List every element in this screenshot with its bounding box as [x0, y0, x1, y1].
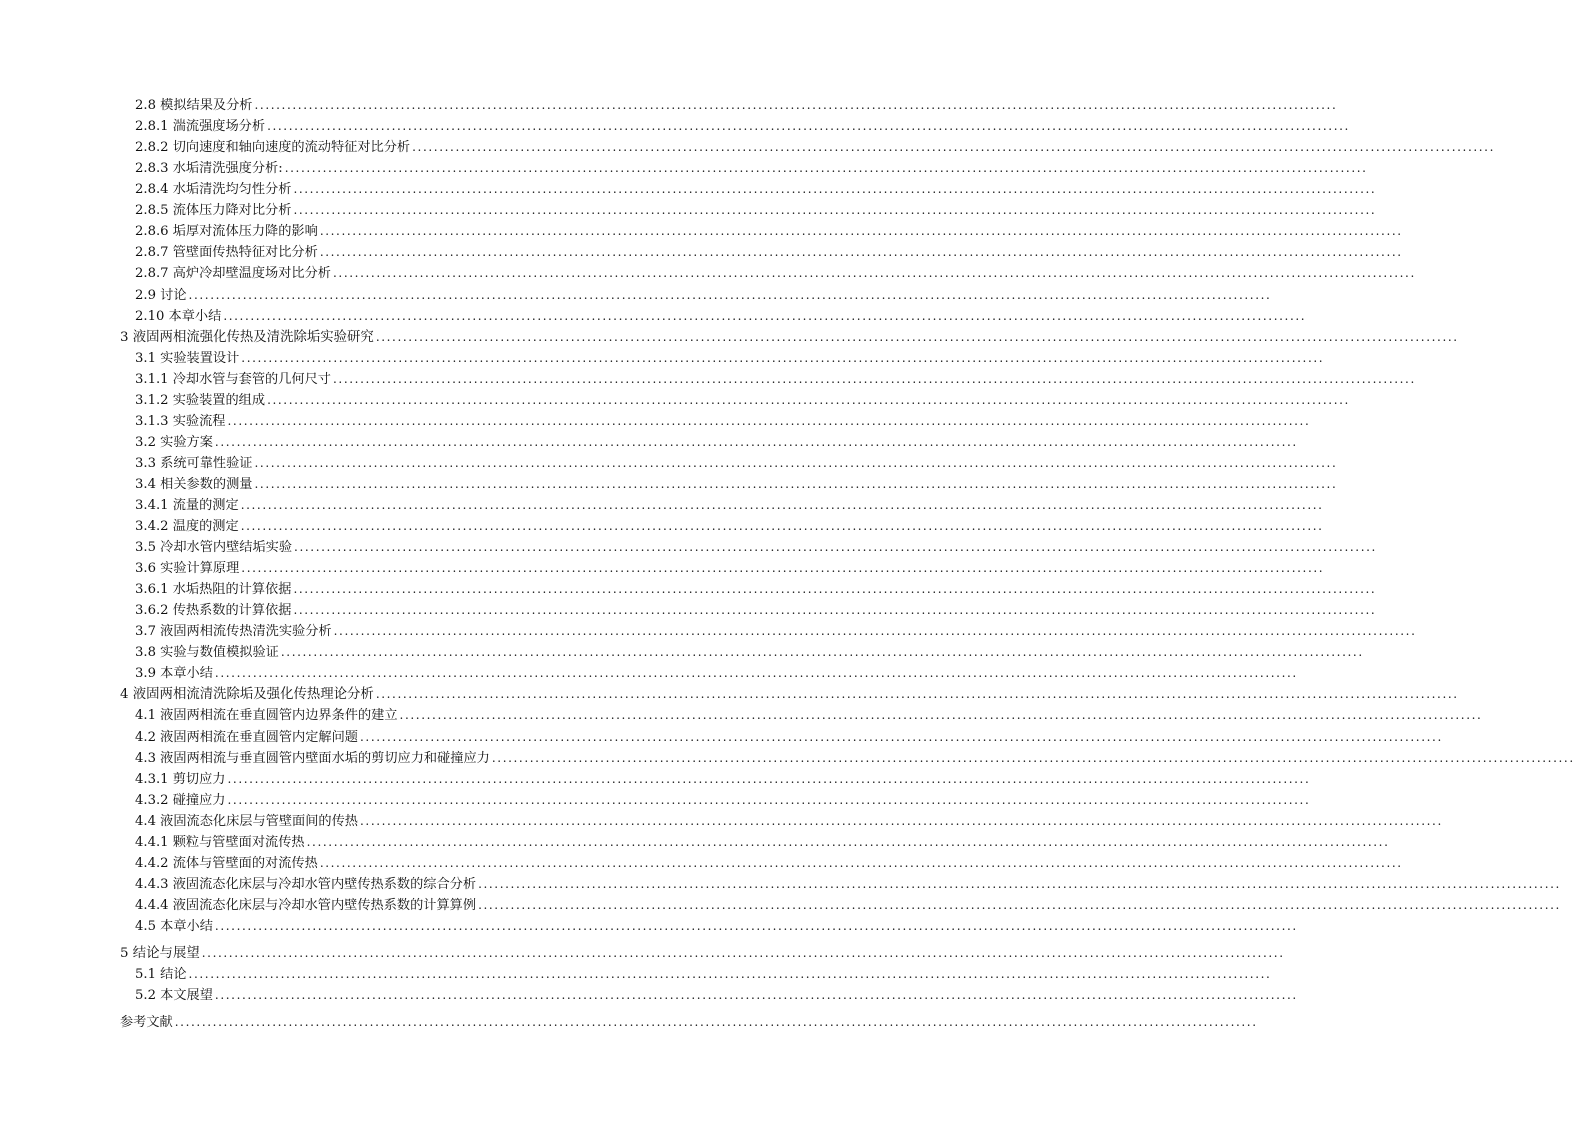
toc-entry	[135, 621, 1417, 642]
toc-dot-leader: ........................................................................................................................................................................................................	[399, 708, 1483, 723]
toc-entry-title: 2.8.3 水垢清洗强度分析:	[135, 161, 283, 177]
toc-entry	[135, 895, 1561, 916]
toc-entry	[135, 790, 1311, 811]
toc-dot-leader: ........................................................................................................................................................................................................	[240, 519, 1324, 533]
toc-entry-title: 3.1.1 冷却水管与套管的几何尺寸	[135, 371, 331, 387]
toc-entry-title: 3.6.1 水垢热阻的计算依据	[135, 582, 292, 598]
toc-dot-leader: ........................................................................................................................................................................................................	[227, 792, 1311, 807]
toc-entry-title: 2.8 模拟结果及分析	[135, 98, 253, 113]
toc-dot-leader: ........................................................................................................................................................................................................	[293, 182, 1377, 197]
toc-dot-leader: ........................................................................................................................................................................................................	[333, 266, 1416, 281]
toc-dot-leader: ........................................................................................................................................................................................................	[375, 329, 1459, 344]
toc-dot-leader: ........................................................................................................................................................................................................	[241, 561, 1325, 576]
toc-dot-leader: ........................................................................................................................................................................................................	[319, 855, 1403, 870]
toc-dot-leader: ........................................................................................................................................................................................................	[227, 413, 1311, 428]
toc-entry	[135, 263, 1416, 284]
toc-dot-leader: ........................................................................................................................................................................................................	[174, 1015, 1258, 1030]
toc-entry-title: 4.3 液固两相流与垂直圆管内壁面水垢的剪切应力和碰撞应力	[135, 750, 490, 766]
toc-dot-leader: ........................................................................................................................................................................................................	[280, 645, 1364, 660]
toc-entry	[135, 642, 1364, 663]
toc-entry-title: 4.2 液固两相流在垂直圆管内定解问题	[135, 729, 358, 745]
toc-entry	[135, 474, 1338, 495]
toc-entry-title: 4.5 本章小结	[135, 918, 213, 934]
toc-entry-title: 2.10 本章小结	[135, 308, 222, 324]
toc-dot-leader: ........................................................................................................................................................................................................	[293, 603, 1377, 618]
toc-entry-title: 2.8.6 垢厚对流体压力降的影响	[135, 224, 318, 240]
toc-entry	[135, 832, 1390, 853]
toc-dot-leader: ........................................................................................................................................................................................................	[267, 119, 1350, 134]
toc-entry	[120, 327, 1459, 348]
toc-dot-leader: ........................................................................................................................................................................................................	[333, 371, 1416, 386]
toc-dot-leader: ........................................................................................................................................................................................................	[359, 813, 1443, 828]
toc-entry-title: 5.2 本文展望	[135, 988, 213, 1004]
toc-dot-leader: ........................................................................................................................................................................................................	[254, 476, 1338, 491]
toc-entry	[135, 306, 1307, 327]
toc-entry-title: 4.4 液固流态化床层与管壁面间的传热	[135, 813, 358, 829]
toc-entry-title: 3.6.2 传热系数的计算依据	[135, 603, 292, 619]
toc-entry-title: 3.4.2 温度的测定	[135, 519, 239, 534]
toc-dot-leader: ........................................................................................................................................................................................................	[319, 224, 1403, 239]
toc-dot-leader: ........................................................................................................................................................................................................	[375, 687, 1459, 702]
toc-entry	[135, 179, 1377, 200]
toc-entry	[135, 453, 1338, 474]
toc-entry	[135, 116, 1350, 137]
toc-entry	[135, 285, 1272, 306]
toc-entry	[135, 537, 1377, 558]
toc-entry-title: 4.4.1 颗粒与管壁面对流传热	[135, 834, 305, 850]
toc-entry-title: 2.8.2 切向速度和轴向速度的流动特征对比分析	[135, 140, 411, 156]
toc-entry-title: 3.8 实验与数值模拟验证	[135, 645, 279, 661]
toc-entry-title: 4.4.2 流体与管壁面的对流传热	[135, 855, 318, 871]
toc-entry	[135, 579, 1377, 600]
toc-entry	[135, 348, 1325, 369]
toc-entry-title: 3.5 冷却水管内壁结垢实验	[135, 540, 293, 556]
toc-entry	[120, 1012, 1258, 1033]
toc-entry-title: 4 液固两相流清洗除垢及强化传热理论分析	[120, 687, 374, 703]
toc-dot-leader: ........................................................................................................................................................................................................	[293, 582, 1377, 597]
toc-entry-title: 2.8.5 流体压力降对比分析	[135, 203, 292, 219]
toc-dot-leader: ........................................................................................................................................................................................................	[188, 967, 1272, 981]
toc-entry-title: 4.4.3 液固流态化床层与冷却水管内壁传热系数的综合分析	[135, 876, 477, 892]
toc-entry	[135, 200, 1377, 221]
toc-entry-title: 2.8.7 管壁面传热特征对比分析	[135, 245, 318, 261]
toc-entry-title: 3.4.1 流量的测定	[135, 498, 239, 513]
toc-entry	[135, 516, 1324, 537]
toc-dot-leader: ........................................................................................................................................................................................................	[319, 245, 1403, 260]
toc-entry-title: 2.8.1 湍流强度场分析	[135, 119, 266, 135]
toc-entry	[135, 811, 1443, 832]
toc-entry-title: 3 液固两相流强化传热及清洗除垢实验研究	[120, 329, 374, 345]
toc-entry	[135, 985, 1298, 1006]
toc-entry	[135, 95, 1338, 116]
toc-entry	[135, 221, 1403, 242]
toc-dot-leader: ........................................................................................................................................................................................................	[227, 771, 1311, 786]
toc-entry	[135, 916, 1298, 937]
toc-entry-title: 3.1 实验装置设计	[135, 350, 240, 366]
toc-dot-leader: ........................................................................................................................................................................................................	[214, 918, 1298, 933]
toc-entry-title: 3.6 实验计算原理	[135, 561, 240, 577]
toc-dot-leader: ........................................................................................................................................................................................................	[240, 498, 1324, 512]
toc-dot-leader: ........................................................................................................................................................................................................	[284, 161, 1368, 176]
toc-dot-leader: ........................................................................................................................................................................................................	[267, 392, 1350, 407]
toc-dot-leader: ........................................................................................................................................................................................................	[214, 666, 1298, 681]
toc-dot-leader: ........................................................................................................................................................................................................	[201, 946, 1285, 960]
toc-dot-leader: ........................................................................................................................................................................................................	[412, 140, 1496, 155]
toc-dot-leader: ........................................................................................................................................................................................................	[294, 540, 1377, 555]
toc-entry	[135, 964, 1272, 985]
toc-entry-title: 4.1 液固两相流在垂直圆管内边界条件的建立	[135, 708, 398, 724]
toc-entry-title: 4.4.4 液固流态化床层与冷却水管内壁传热系数的计算算例	[135, 897, 477, 913]
toc-entry-title: 2.9 讨论	[135, 287, 187, 303]
toc-entry	[135, 874, 1561, 895]
toc-entry-title: 3.9 本章小结	[135, 666, 213, 682]
toc-dot-leader: ........................................................................................................................................................................................................	[214, 434, 1298, 449]
toc-entry	[135, 242, 1403, 263]
toc-entry-title: 4.3.1 剪切应力	[135, 771, 226, 787]
toc-dot-leader: ........................................................................................................................................................................................................	[241, 350, 1325, 365]
toc-entry-title: 4.3.2 碰撞应力	[135, 792, 226, 808]
toc-dot-leader: ........................................................................................................................................................................................................	[188, 287, 1272, 302]
toc-dot-leader: ........................................................................................................................................................................................................	[491, 750, 1575, 765]
toc-entry	[120, 684, 1459, 705]
toc-dot-leader: ........................................................................................................................................................................................................	[478, 876, 1561, 891]
toc-entry-title: 5 结论与展望	[120, 946, 200, 961]
toc-entry	[135, 853, 1403, 874]
toc-entry	[135, 137, 1496, 158]
toc-entry-title: 3.1.3 实验流程	[135, 413, 226, 429]
toc-entry-title: 2.8.7 高炉冷却壁温度场对比分析	[135, 266, 331, 282]
toc-entry	[135, 495, 1324, 516]
toc-entry	[135, 558, 1325, 579]
toc-dot-leader: ........................................................................................................................................................................................................	[359, 729, 1443, 744]
toc-entry	[135, 663, 1298, 684]
toc-entry	[135, 705, 1483, 726]
toc-entry	[120, 943, 1285, 964]
toc-entry	[135, 748, 1575, 769]
toc-entry-title: 3.3 系统可靠性验证	[135, 455, 253, 471]
toc-entry-title: 5.1 结论	[135, 967, 187, 982]
toc-entry	[135, 158, 1368, 179]
toc-entry	[135, 411, 1311, 432]
toc-entry	[135, 727, 1443, 748]
toc-dot-leader: ........................................................................................................................................................................................................	[254, 98, 1338, 112]
toc-entry-title: 3.1.2 实验装置的组成	[135, 392, 266, 408]
toc-entry	[135, 369, 1416, 390]
toc-entry	[135, 390, 1350, 411]
toc-entry-title: 2.8.4 水垢清洗均匀性分析	[135, 182, 292, 198]
toc-entry-title: 参考文献	[120, 1015, 173, 1031]
toc-dot-leader: ........................................................................................................................................................................................................	[478, 897, 1561, 912]
toc-dot-leader: ........................................................................................................................................................................................................	[223, 308, 1307, 323]
toc-dot-leader: ........................................................................................................................................................................................................	[306, 834, 1390, 849]
toc-entry-title: 3.4 相关参数的测量	[135, 476, 253, 492]
toc-entry	[135, 600, 1377, 621]
toc-dot-leader: ........................................................................................................................................................................................................	[293, 203, 1377, 218]
toc-entry	[135, 432, 1298, 453]
toc-entry-title: 3.2 实验方案	[135, 434, 213, 450]
toc-entry-title: 3.7 液固两相流传热清洗实验分析	[135, 624, 332, 640]
toc-dot-leader: ........................................................................................................................................................................................................	[333, 624, 1417, 639]
toc-dot-leader: ........................................................................................................................................................................................................	[254, 455, 1338, 470]
toc-entry	[135, 769, 1311, 790]
toc-dot-leader: ........................................................................................................................................................................................................	[214, 988, 1298, 1003]
